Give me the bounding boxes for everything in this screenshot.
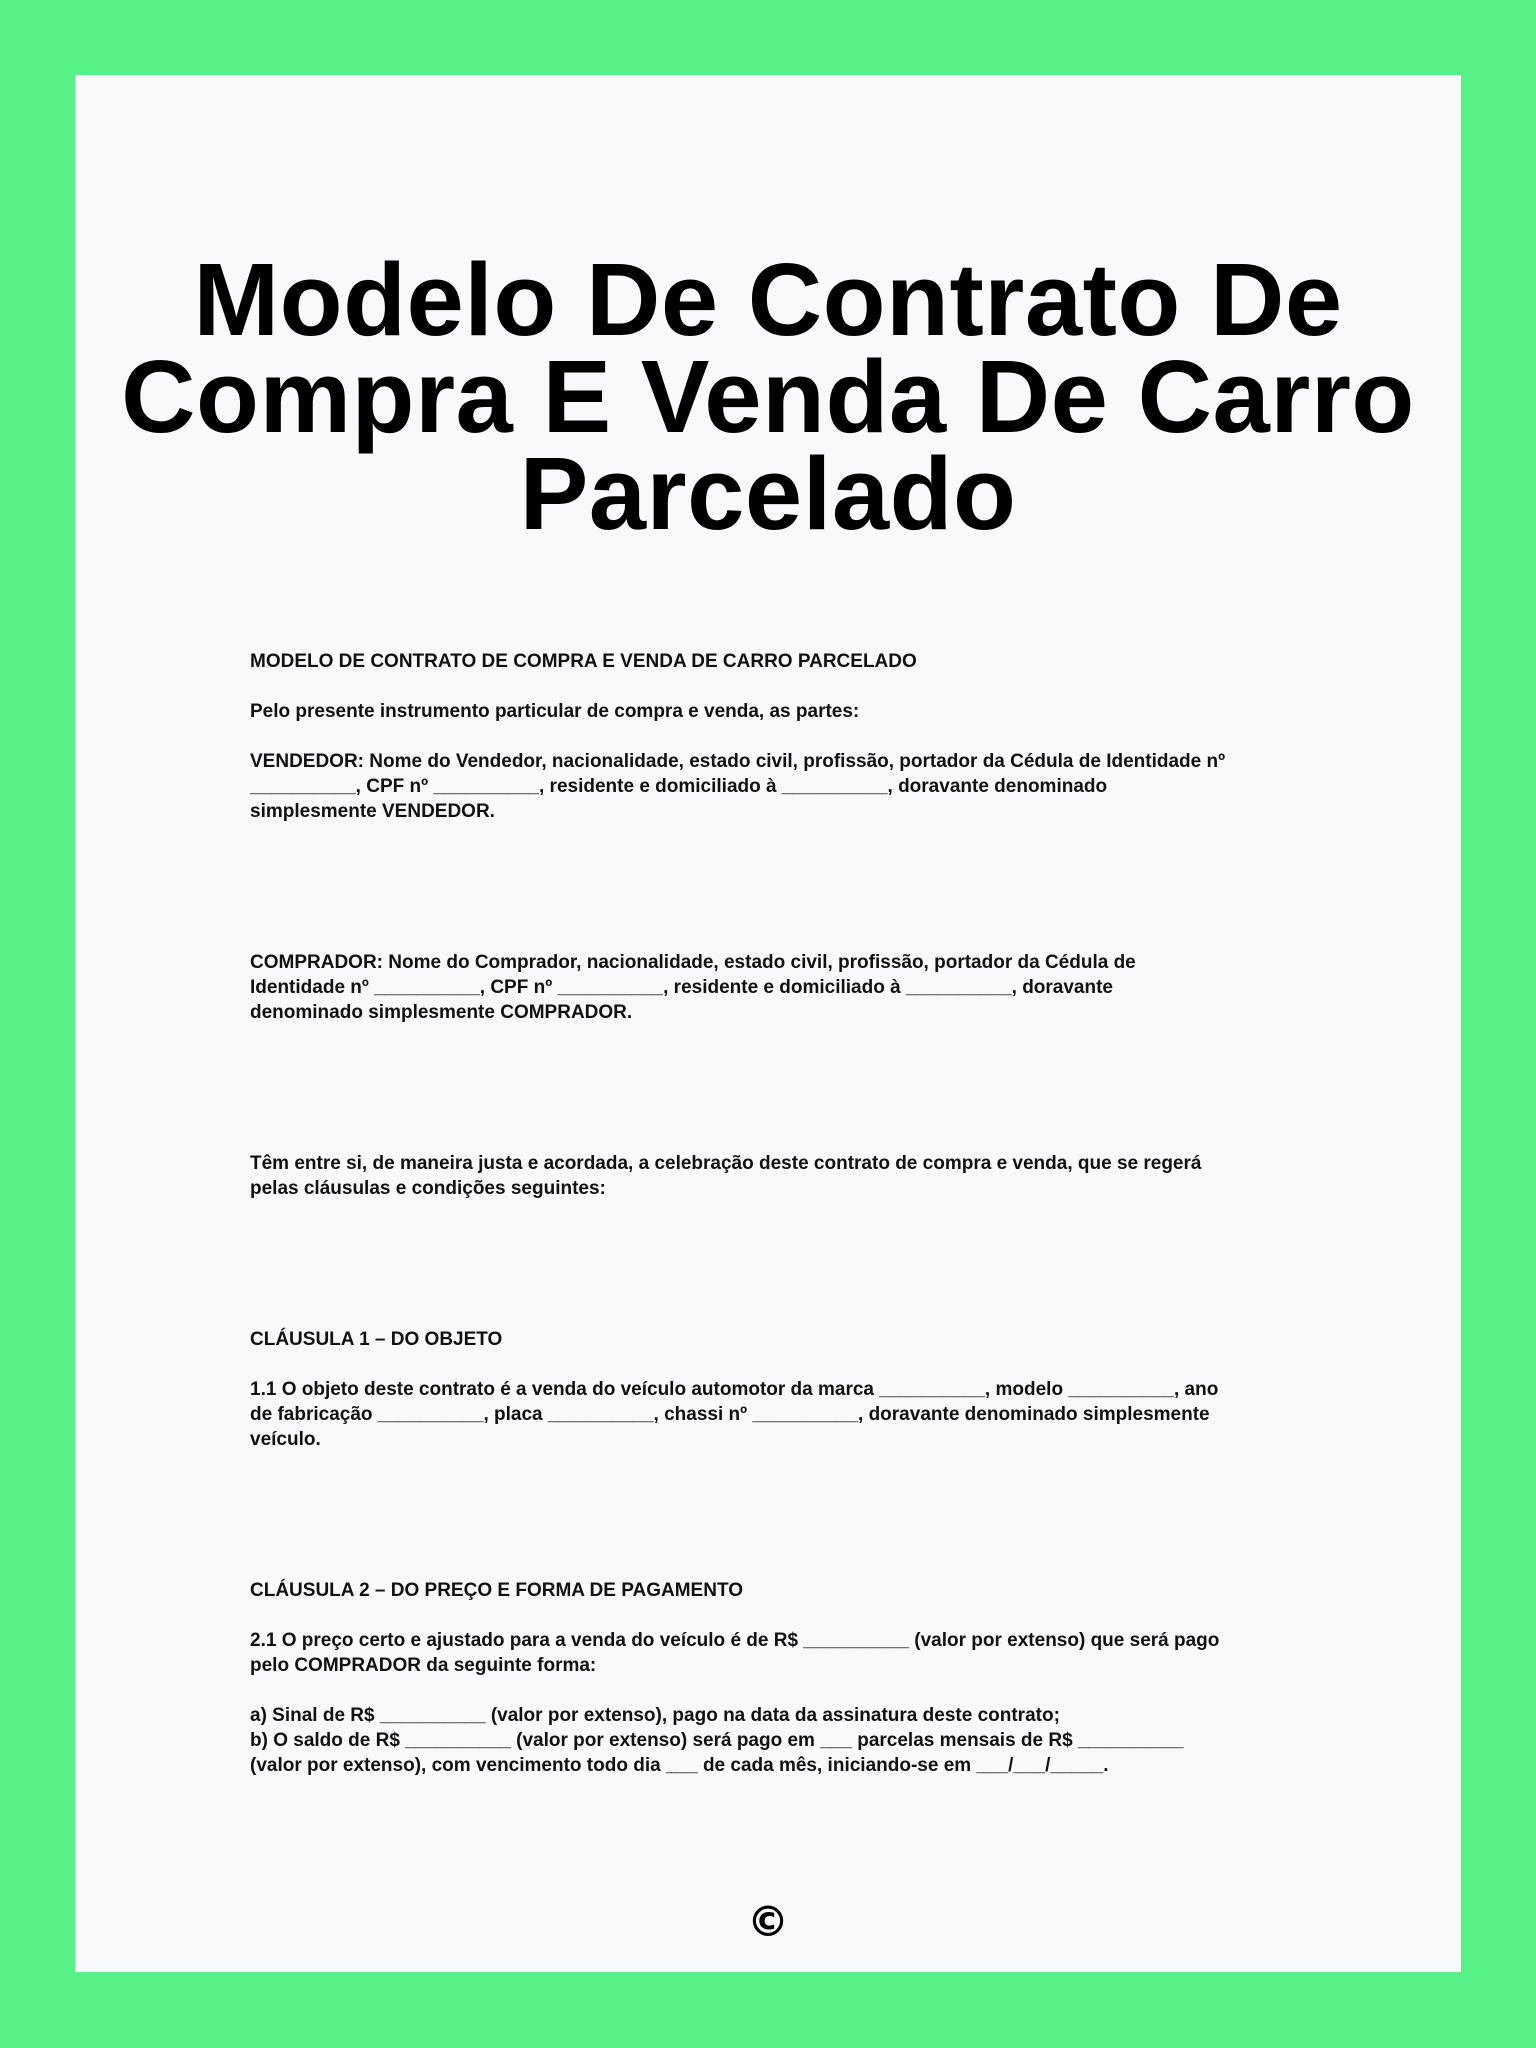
contract-body (250, 649, 1370, 1778)
document-page (75, 75, 1461, 1972)
clausula-2-title: CLÁUSULA 2 – DO PREÇO E FORMA DE PAGAMENTO (250, 1580, 743, 1601)
clausula-1-text: 1.1 O objeto deste contrato é a venda do veículo automotor da marca __________, modelo __________, ano de fabricação __________, placa __________, chassi nº __________, doravante denominado simplesmente veículo. (250, 1379, 1219, 1450)
clausula-1-title: CLÁUSULA 1 – DO OBJETO (250, 1329, 503, 1350)
clausula-2-text: 2.1 O preço certo e ajustado para a venda do veículo é de R$ __________ (valor por extenso) que será pago pelo COMPRADOR da seguinte forma: (250, 1630, 1220, 1676)
intro-paragraph: Pelo presente instrumento particular de compra e venda, as partes: (250, 701, 860, 722)
contract-heading: MODELO DE CONTRATO DE COMPRA E VENDA DE CARRO PARCELADO (250, 651, 917, 672)
document-title: Modelo De Contrato De Compra E Venda De Carro Parcelado (121, 242, 1415, 551)
acordo-paragraph: Têm entre si, de maneira justa e acordada, a celebração deste contrato de compra e venda, que se regerá pelas cláusulas e condições seguintes: (250, 1153, 1202, 1199)
comprador-paragraph: COMPRADOR: Nome do Comprador, nacionalidade, estado civil, profissão, portador da Cédula de Identidade nº __________, CPF nº __________, residente e domiciliado à __________, doravante denominado simplesmente COMPRADOR. (250, 952, 1136, 1023)
copyright-icon: © (747, 1897, 789, 1946)
clausula-2-items: a) Sinal de R$ __________ (valor por extenso), pago na data da assinatura deste contrato; b) O saldo de R$ __________ (valor por extenso) será pago em ___ parcelas mensais de R$ __________ (valor por extenso), com vencimento todo dia ___ de cada mês, iniciando-se em ___/___/_____. (250, 1705, 1184, 1776)
vendedor-paragraph: VENDEDOR: Nome do Vendedor, nacionalidade, estado civil, profissão, portador da Cédula de Identidade nº __________, CPF nº __________, residente e domiciliado à __________, doravante denominado simplesmente VENDEDOR. (250, 751, 1226, 822)
